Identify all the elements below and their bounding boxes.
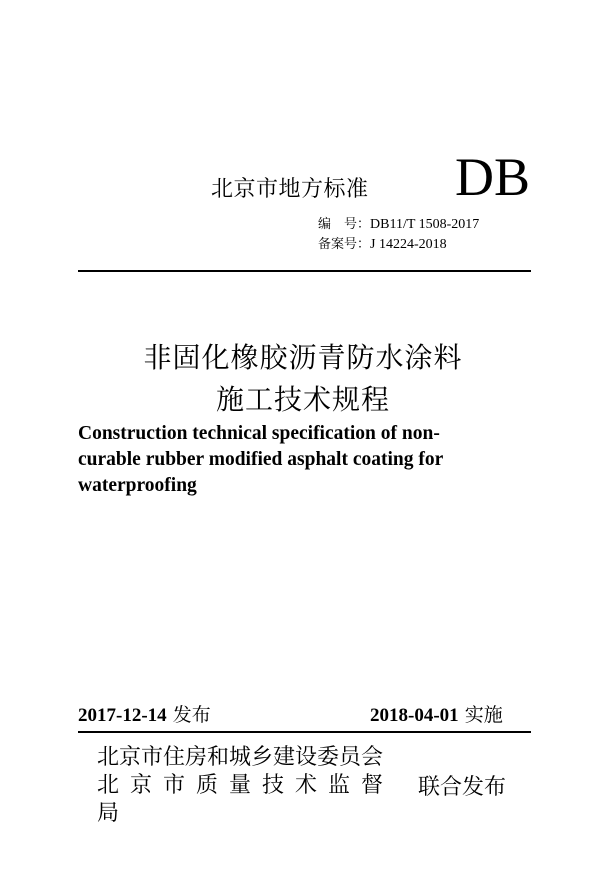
top-divider: [78, 270, 531, 272]
record-number-line: [318, 233, 447, 253]
record-number-label: 备案号：: [318, 237, 371, 252]
publisher-line1: 北京市住房和城乡建设委员会: [97, 745, 384, 770]
implement-date-line: [370, 700, 503, 727]
publisher-line2: 北京市质量技术监督: [97, 773, 395, 798]
title-cn-line1: 非固化橡胶沥青防水涂料: [143, 341, 463, 374]
joint-publish-label: 联合发布: [418, 775, 507, 800]
title-en: Construction technical specification of non-curable rubber modified asphalt coating for waterproofing: [78, 423, 443, 496]
issue-label: 发布: [172, 704, 211, 726]
standard-code-label: 编 号：: [318, 217, 371, 232]
implement-date: 2018-04-01: [370, 705, 459, 726]
bottom-divider: [78, 731, 531, 733]
standard-code-value: DB11/T 1508-2017: [370, 217, 480, 232]
standard-code-line: [318, 213, 479, 233]
db-mark: DB: [455, 147, 531, 207]
standard-type: 北京市地方标准: [211, 177, 369, 202]
title-cn-line2: 施工技术规程: [215, 383, 390, 416]
issue-date: 2017-12-14: [78, 705, 167, 726]
publisher-line3: 局: [97, 801, 120, 826]
issue-date-line: [78, 700, 211, 727]
implement-label: 实施: [464, 704, 503, 726]
record-number-value: J 14224-2018: [370, 237, 447, 252]
